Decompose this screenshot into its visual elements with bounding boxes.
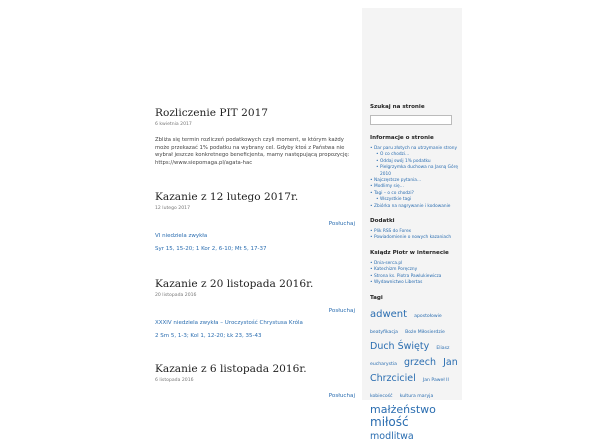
list-item[interactable]: • Wydawnictwo Libertas bbox=[370, 280, 460, 286]
tag-link[interactable]: grzech bbox=[403, 356, 436, 368]
info-list bbox=[370, 146, 460, 210]
list-item[interactable]: • Tagi – o co chodzi? bbox=[370, 191, 460, 197]
list-item[interactable]: • Pielgrzymka duchowa na Jasną Górę 2010 bbox=[370, 165, 460, 178]
post-tag-line[interactable]: XXXIV niedziela zwykła – Uroczystość Chrystusa Króla bbox=[155, 320, 303, 326]
listen-link[interactable]: Posłuchaj bbox=[328, 393, 355, 399]
tags-widget-title: Tagi bbox=[370, 294, 383, 301]
info-widget-title: Informacje o stronie bbox=[370, 135, 434, 141]
post-title[interactable]: Kazanie z 20 listopada 2016r. bbox=[155, 278, 314, 290]
tag-link[interactable]: kobiecość bbox=[370, 393, 393, 399]
post bbox=[155, 277, 355, 340]
search-widget-title: Szukaj na stronie bbox=[370, 104, 425, 110]
list-item[interactable]: • Dar paru złotych na utrzymanie strony bbox=[370, 146, 460, 152]
internet-list bbox=[370, 261, 460, 287]
site-title[interactable]: Kościół Piotra bbox=[200, 38, 341, 59]
tag-link[interactable]: Eliasz bbox=[436, 345, 450, 351]
addons-list bbox=[370, 229, 460, 242]
list-item[interactable]: • Oddaj swój 1% podatku bbox=[370, 159, 460, 165]
post-title[interactable]: Rozliczenie PIT 2017 bbox=[155, 107, 269, 119]
list-item[interactable]: • Dnia-serca.pl bbox=[370, 261, 460, 267]
tag-link[interactable]: miłość bbox=[370, 414, 409, 429]
post-readings[interactable]: 2 Sm 5, 1-3; Kol 1, 12-20; Łk 23, 35-43 bbox=[155, 333, 262, 339]
list-item[interactable]: • Plik RSS do Forex bbox=[370, 229, 460, 235]
post-date: 12 lutego 2017 bbox=[155, 206, 190, 211]
tag-cloud bbox=[370, 306, 460, 442]
post-date: 6 kwietnia 2017 bbox=[155, 122, 192, 127]
listen-link[interactable]: Posłuchaj bbox=[328, 308, 355, 314]
post bbox=[155, 190, 355, 253]
list-item[interactable]: • Powiadomienie o nowych kazaniach bbox=[370, 235, 460, 241]
search-input[interactable] bbox=[371, 126, 451, 134]
tag-link[interactable]: eucharystia bbox=[370, 361, 397, 367]
list-item[interactable]: • Modlimy się… bbox=[370, 184, 460, 190]
post-date: 20 listopada 2016 bbox=[155, 293, 197, 298]
tag-link[interactable]: kultura maryja bbox=[399, 393, 434, 399]
tag-link[interactable]: Boże Miłosierdzie bbox=[405, 329, 445, 335]
list-item[interactable]: • Wszystkie tagi bbox=[370, 197, 460, 203]
sidebar bbox=[370, 104, 460, 442]
tag-link[interactable]: Chrzciciel bbox=[370, 372, 416, 384]
list-item[interactable]: • Strona ks. Piotra Pawlukiewicza bbox=[370, 274, 460, 280]
internet-widget-title: Ksiądz Piotr w internecie bbox=[370, 249, 449, 256]
search-box[interactable] bbox=[370, 115, 452, 125]
listen-link[interactable]: Posłuchaj bbox=[328, 221, 355, 227]
addons-widget-title: Dodatki bbox=[370, 218, 395, 225]
tag-link[interactable]: beatyfikacja bbox=[370, 329, 398, 335]
tag-link[interactable]: Jan Paweł II bbox=[422, 377, 449, 383]
post-excerpt: Zbliża się termin rozliczeń podatkowych czyli moment, w którym każdy może przekazać 1% podatku na wybrany cel. Gdyby ktoś z Państwa nie wybrał jeszcze konkretnego beneficjenta, mamy następującą propozycję: https://www.siepomaga.pl/agata-hac bbox=[155, 137, 350, 166]
post bbox=[155, 362, 355, 399]
post-readings[interactable]: Syr 15, 15-20; 1 Kor 2, 6-10; Mt 5, 17-37 bbox=[155, 246, 267, 252]
tag-link[interactable]: małżeństwo bbox=[370, 402, 436, 416]
post-title[interactable]: Kazanie z 12 lutego 2017r. bbox=[155, 191, 299, 203]
list-item[interactable]: • Zbiórka na nagrywanie i kodowanie bbox=[370, 204, 460, 210]
list-item[interactable]: • Katechizm Poręczny bbox=[370, 267, 460, 273]
post-date: 6 listopada 2016 bbox=[155, 378, 194, 383]
tag-link[interactable]: Jan bbox=[443, 356, 458, 368]
post bbox=[155, 106, 355, 167]
list-item[interactable]: • Najczęstsze pytania… bbox=[370, 178, 460, 184]
tag-link[interactable]: apostołowie bbox=[414, 313, 442, 319]
tag-link[interactable]: modlitwa bbox=[370, 430, 414, 442]
list-item[interactable]: • O co chodzi… bbox=[370, 152, 460, 158]
tag-link[interactable]: Duch Święty bbox=[370, 340, 430, 352]
post-tag-line[interactable]: VI niedziela zwykła bbox=[155, 233, 208, 239]
tag-link[interactable]: adwent bbox=[370, 308, 408, 320]
post-title[interactable]: Kazanie z 6 listopada 2016r. bbox=[155, 363, 307, 375]
